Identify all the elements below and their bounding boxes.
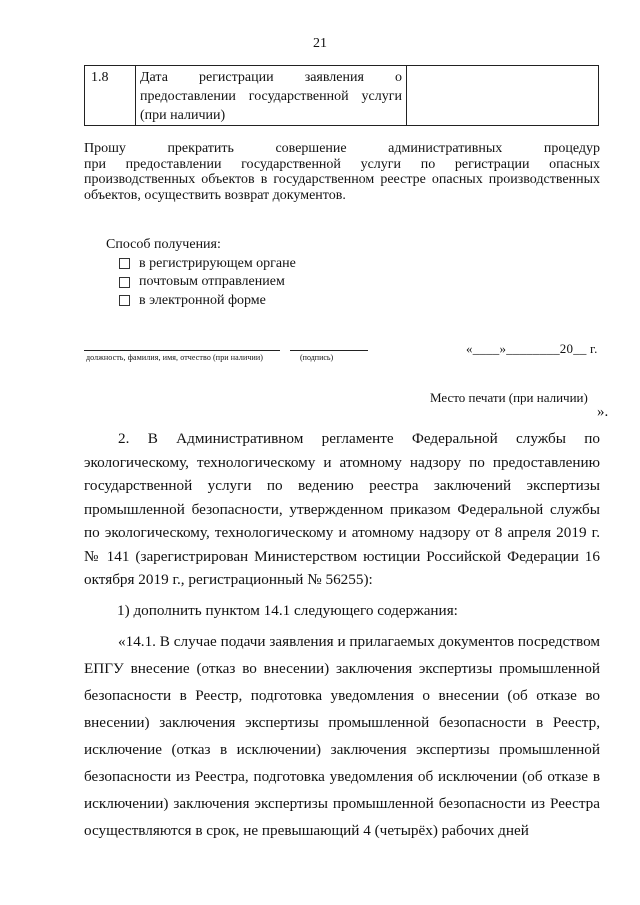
seal-placeholder: Место печати (при наличии) [430, 390, 588, 405]
signature-line-position [84, 350, 280, 351]
delivery-option-label: почтовым отправлением [139, 274, 285, 289]
delivery-option-electronic[interactable] [106, 292, 296, 311]
delivery-option-label: в электронной форме [139, 292, 266, 308]
delivery-label: Способ получения: [106, 237, 221, 252]
signature-line-sign [290, 350, 368, 351]
row-description: Дата регистрации заявления о предоставлении государственной услуги (при наличии) [136, 66, 407, 126]
checkbox-icon[interactable] [119, 295, 130, 306]
row-value [407, 66, 599, 126]
checkbox-icon[interactable] [119, 258, 130, 269]
row-number: 1.8 [85, 66, 136, 126]
request-line-1: Прошу прекратить совершение административных процедур [84, 141, 600, 156]
request-paragraph [84, 141, 600, 203]
delivery-option-postal[interactable] [106, 273, 296, 292]
delivery-method [106, 236, 296, 310]
form-table [84, 65, 599, 126]
page-number: 21 [313, 36, 327, 51]
signature-caption-position: должность, фамилия, имя, отчество (при наличии) [86, 353, 264, 362]
date-field: «____»________20__ г. [466, 341, 598, 356]
item-1: 1) дополнить пунктом 14.1 следующего содержания: [117, 602, 458, 619]
table-row [85, 66, 599, 126]
clause-14-1: «14.1. В случае подачи заявления и прилагаемых документов посредством ЕПГУ внесение (отказ во внесении) заключения экспертизы промышленной безопасности в Реестр, подготовка уведомления о внесении (об отказе во внесении) заключения экспертизы промышленной безопасности в Реестр, исключение (отказ в исключении) заключения экспертизы промышленной безопасности из Реестра, подготовка уведомления об исключении (об отказе в исключении) заключения экспертизы промышленной безопасности из Реестра осуществляются в срок, не превышающий 4 (четырёх) рабочих дней [84, 633, 600, 839]
section-2-paragraph: 2. В Административном регламенте Федеральной службы по экологическому, технологическому и атомному надзору по предоставлению государственной услуги по ведению реестра заключений экспертизы промышленной безопасности, утвержденном приказом Федеральной службы по экологическому, технологическому и атомному надзору от 8 апреля 2019 г. № 141 (зарегистрирован Министерством юстиции Российской Федерации 16 октября 2019 г., регистрационный № 56255): [84, 430, 600, 588]
delivery-option-label: в регистрирующем органе [139, 255, 296, 271]
closing-quote: ». [597, 404, 609, 420]
delivery-option-registering-body[interactable] [106, 255, 296, 274]
checkbox-icon[interactable] [119, 277, 130, 288]
signature-caption-sign: (подпись) [300, 353, 334, 362]
request-rest: при предоставлении государственной услуги по регистрации опасных производственных объектов в государственном реестре опасных производственных объектов, осуществить возврат документов. [84, 156, 600, 203]
